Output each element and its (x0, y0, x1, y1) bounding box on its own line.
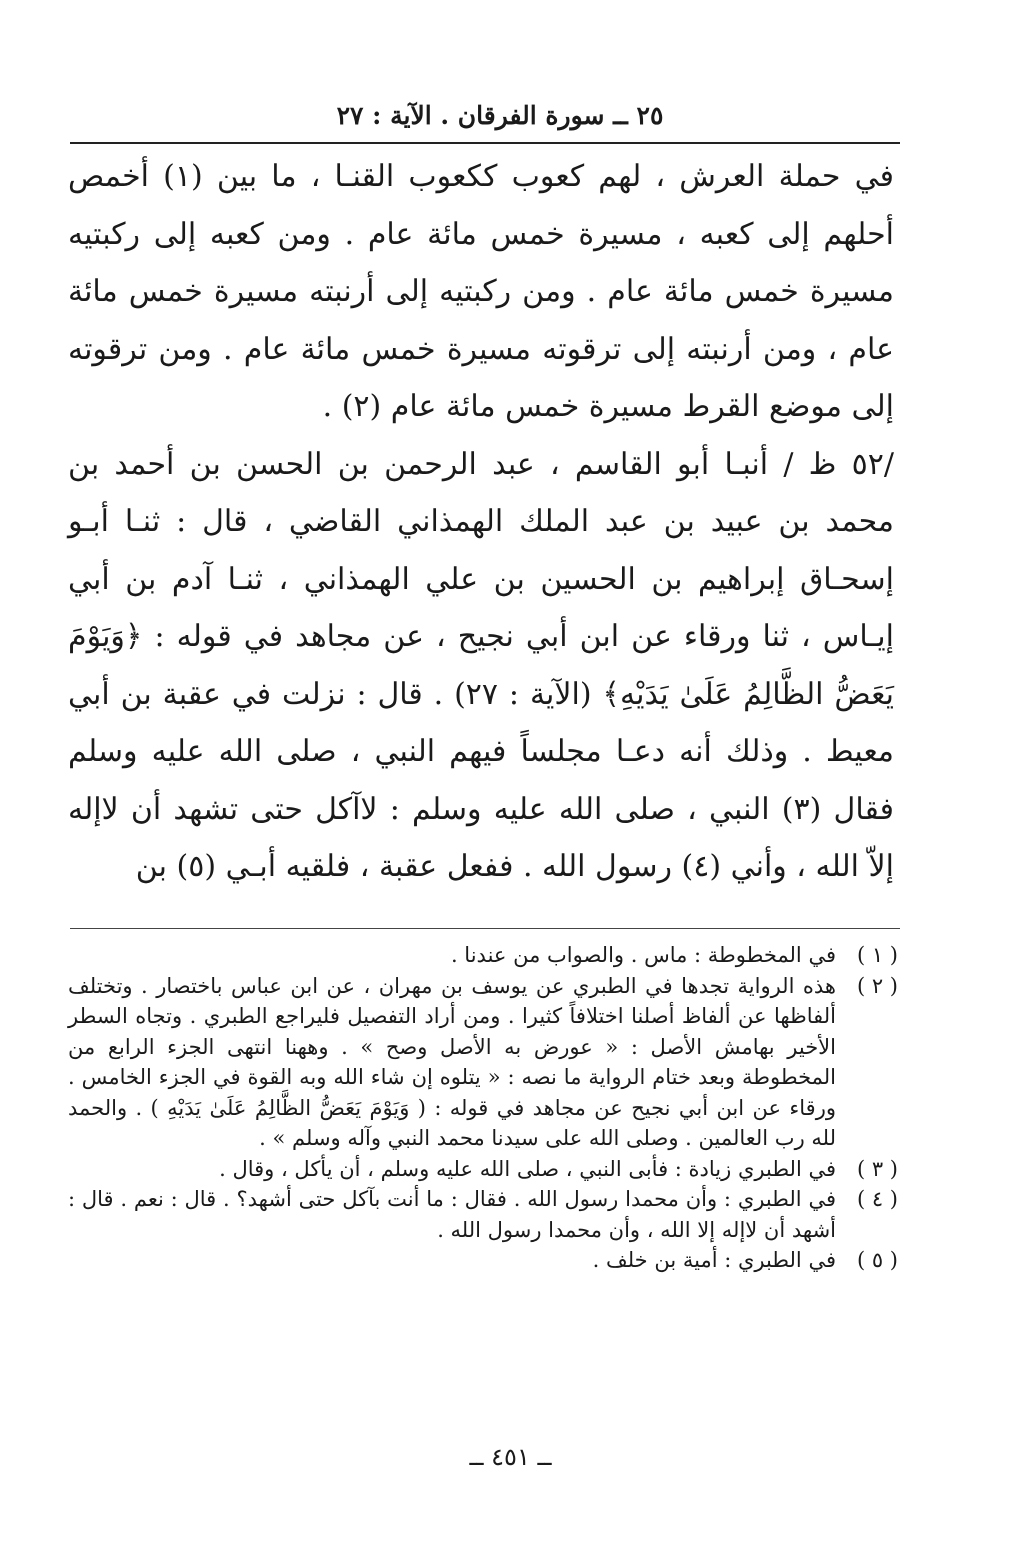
footnote (68, 1184, 898, 1245)
footnote (68, 940, 898, 971)
footnotes (68, 940, 898, 1276)
footnote-text: في الطبري : وأن محمدا رسول الله . فقال : ما أنت بآكل حتى أشهد؟ . قال : نعم . قال : أشهد أن لاإله إلا الله ، وأن محمدا رسول الله . (68, 1187, 836, 1242)
footnote (68, 1154, 898, 1185)
footnote-number: ( ٤ ) (856, 1187, 898, 1211)
page-number: ــ ٤٥١ ــ (469, 1443, 552, 1471)
footnote-number: ( ٥ ) (856, 1248, 898, 1272)
footnote-divider (70, 928, 900, 929)
footnote (68, 1245, 898, 1276)
footnote-text: في الطبري زيادة : فأبى النبي ، صلى الله عليه وسلم ، أن يأكل ، وقال . (219, 1156, 836, 1181)
footnote-number: ( ٢ ) (856, 973, 898, 998)
paragraph: /٥٢ ظ / أنبـا أبو القاسم ، عبد الرحمن بن الحسن بن أحمد بن محمد بن عبيد بن عبد الملك الهمذاني القاضي ، قال : ثنـا أبـو إسحـاق إبراهيم بن الحسين بن علي الهمذاني ، ثنـا آدم بن أبي إيـاس ، ثنا ورقاء عن ابن أبي نجيح ، عن مجاهد في قوله : ﴿وَيَوْمَ يَعَضُّ الظَّالِمُ عَلَىٰ يَدَيْهِ﴾ (الآية : ٢٧) . قال : نزلت في عقبة بن أبي معيط . وذلك أنه دعـا مجلساً فيهم النبي ، صلى الله عليه وسلم فقال (٣) النبي ، صلى الله عليه وسلم : لاآكل حتى تشهد أن لاإله إلاّ الله ، وأني (٤) رسول الله . ففعل عقبة ، فلقيه أبـي (٥) بن (68, 446, 894, 884)
footnote-number: ( ٣ ) (856, 1156, 898, 1181)
paragraph: في حملة العرش ، لهم كعوب ككعوب القنـا ، ما بين (١) أخمص أحلهم إلى كعبه ، مسيرة خمس مائة عام . ومن كعبه إلى ركبتيه مسيرة خمس مائة عام . ومن ركبتيه إلى أرنبته مسيرة خمس مائة عام ، ومن أرنبته إلى ترقوته مسيرة خمس مائة عام . ومن ترقوته إلى موضع القرط مسيرة خمس مائة عام (٢) . (68, 159, 895, 424)
header-divider (70, 142, 900, 144)
main-text (68, 148, 894, 896)
footnote-text: هذه الرواية تجدها في الطبري عن يوسف بن مهران ، عن ابن عباس باختصار . وتختلف ألفاظها عن ألفاظ أصلنا اختلافاً كثيرا . ومن أراد التفصيل فليراجع الطبري . وتجاه السطر الأخير بهامش الأصل : « عورض به الأصل وصح » . وههنا انتهى الجزء الرابع من المخطوطة وبعد ختام الرواية ما نصه : « يتلوه إن شاء الله وبه القوة في الجزء الخامس . ورقاء عن ابن أبي نجيح عن مجاهد في قوله : ( وَيَوْمَ يَعَضُّ الظَّالِمُ عَلَىٰ يَدَيْهِ ) . والحمد لله رب العالمين . وصلى الله على سيدنا محمد النبي وآله وسلم » . (68, 973, 836, 1150)
footnote-text: في الطبري : أمية بن خلف . (592, 1248, 836, 1272)
footnote-text: في المخطوطة : ماس . والصواب من عندنا . (450, 943, 836, 967)
running-header: ٢٥ ــ سورة الفرقان . الآية : ٢٧ (336, 101, 664, 130)
footnote (68, 971, 898, 1154)
footnote-number: ( ١ ) (856, 943, 898, 967)
